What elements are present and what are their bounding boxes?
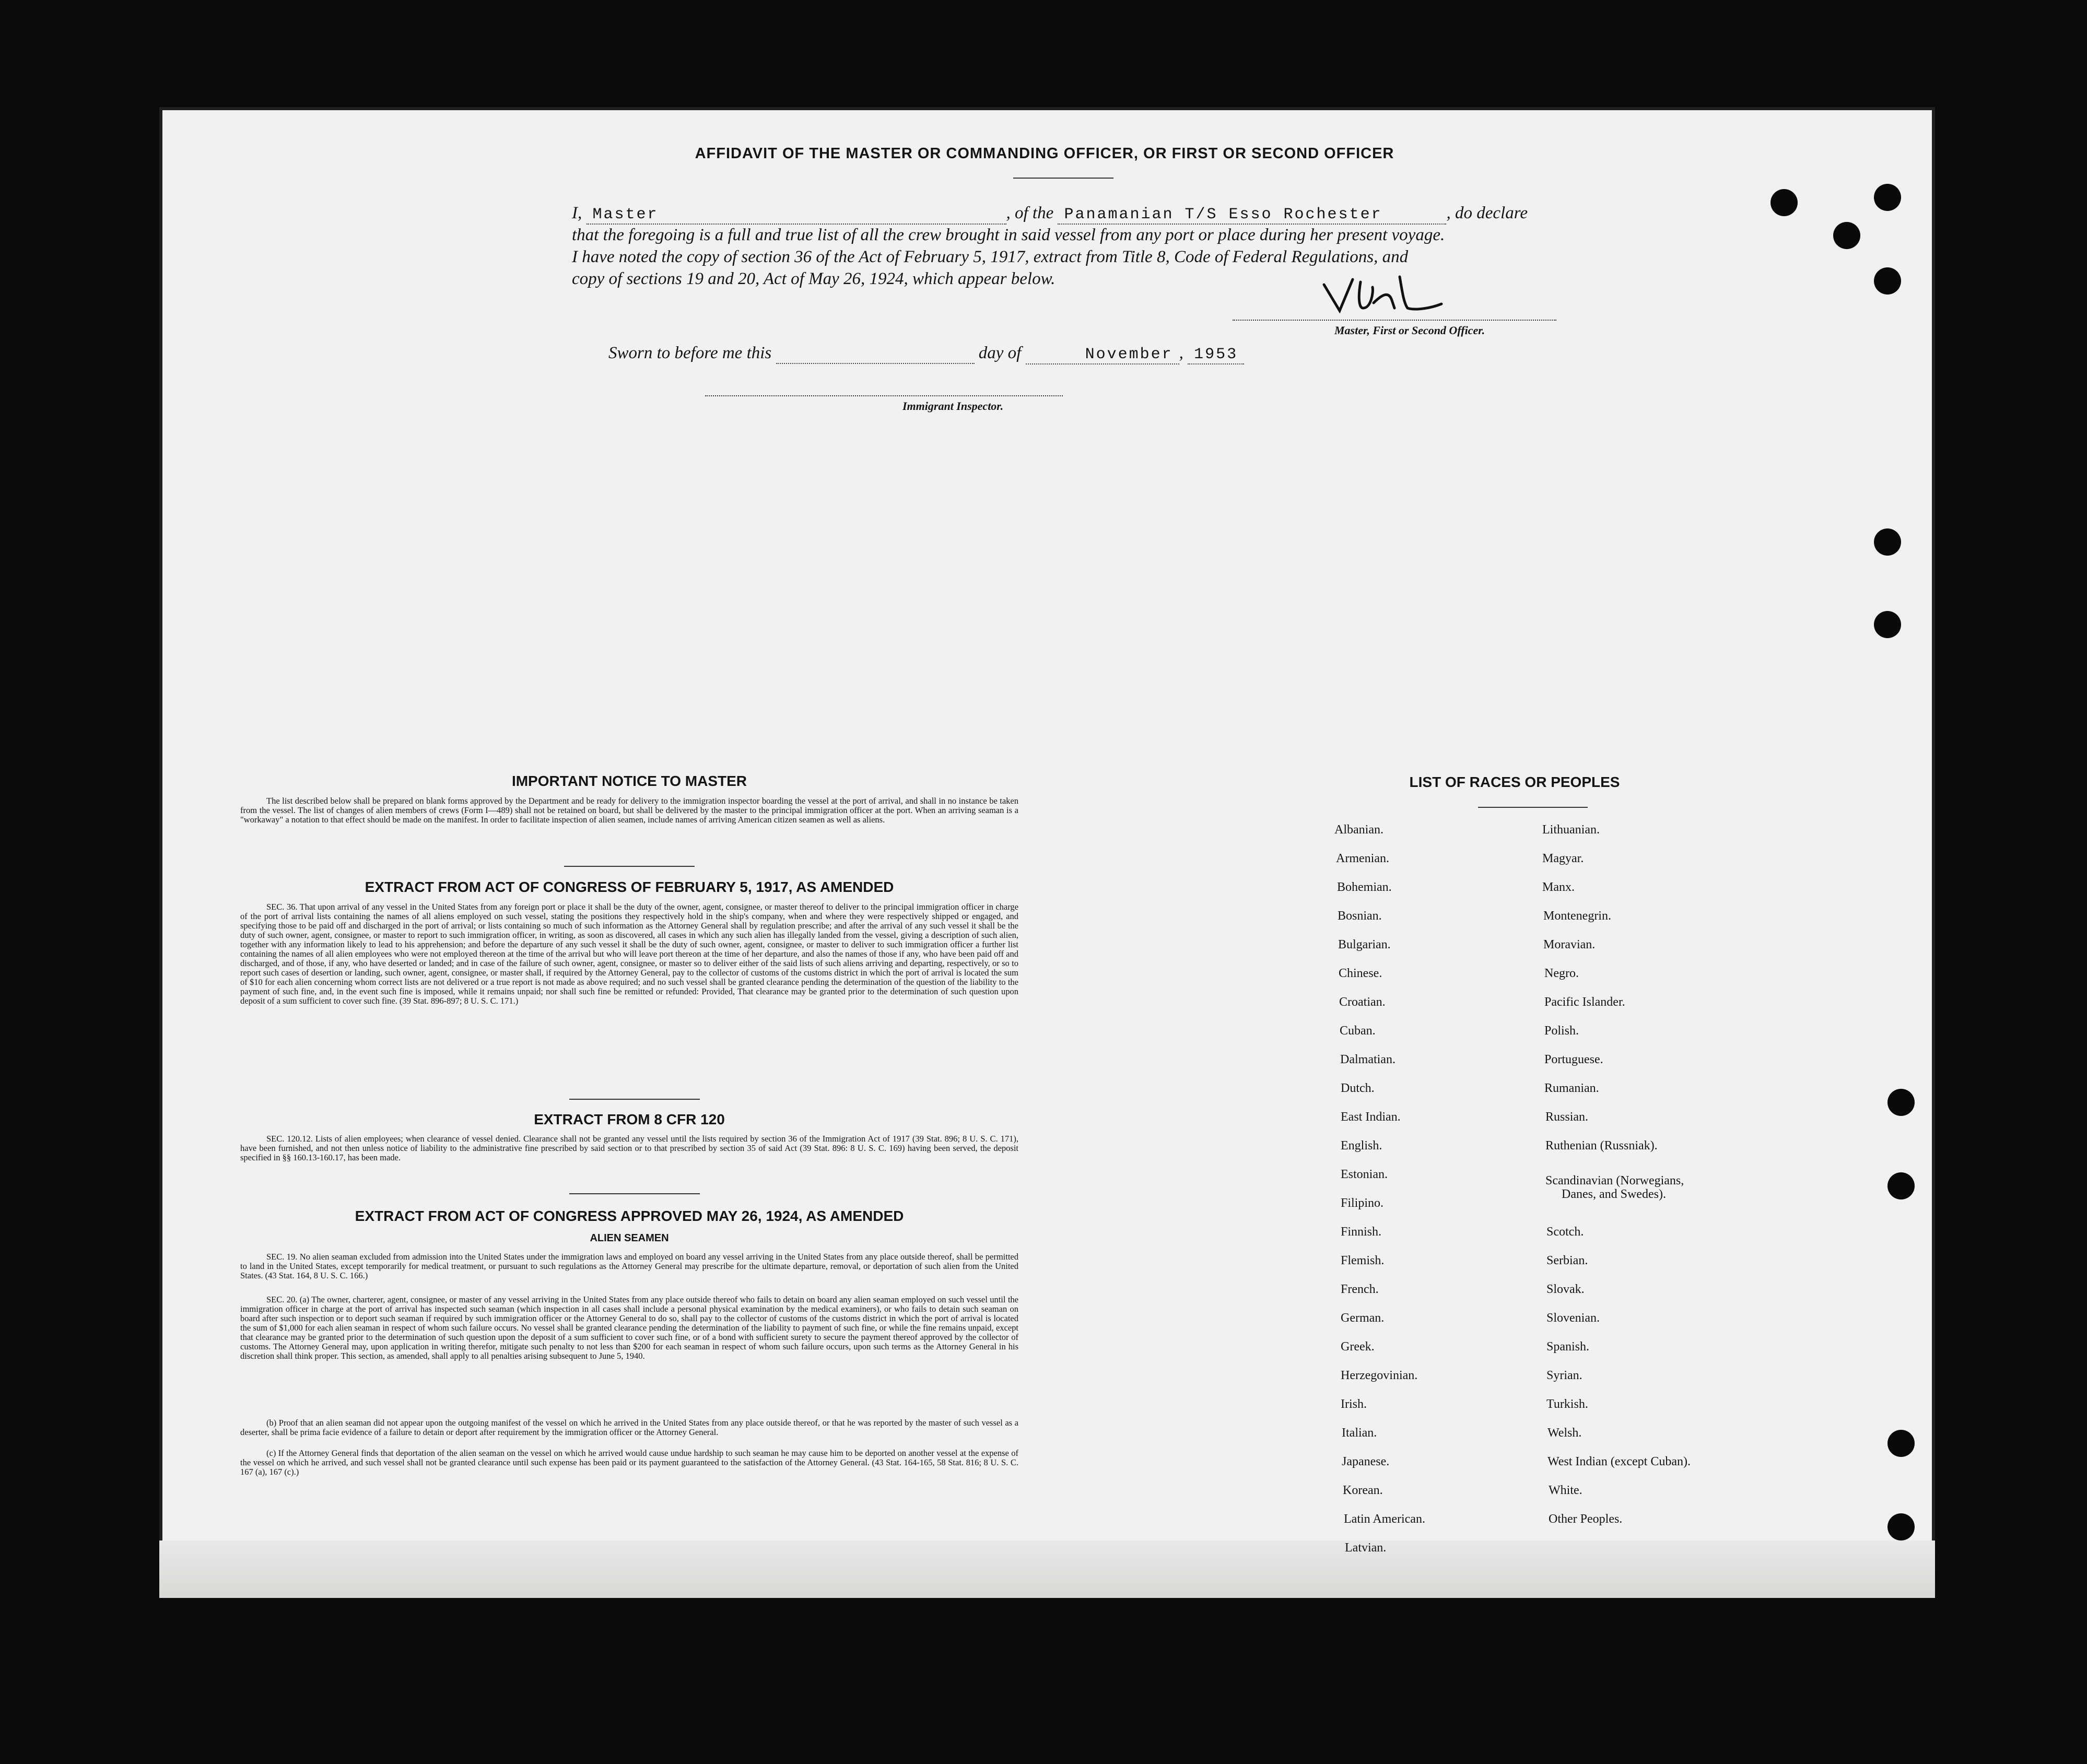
extract-1924-subtitle: ALIEN SEAMEN (590, 1232, 669, 1244)
race-item: Dutch. (1341, 1081, 1375, 1095)
page-fold (159, 1540, 1935, 1598)
race-item: Armenian. (1336, 852, 1389, 865)
race-item: Herzegovinian. (1341, 1369, 1418, 1382)
race-item: Turkish. (1546, 1397, 1588, 1411)
extract-1924-sec19: SEC. 19. No alien seaman excluded from admission into the United States under the immigration laws and employed on board any vessel arriving in the United States from any place outside thereof, shall be permitted to land in the United States, except temporarily for medical treatment, or pursuant to such regulations as the Attorney General may prescribe for the ultimate departure, removal, or deportation of such alien from the United States. (43 Stat. 164, 8 U. S. C. 166.) (240, 1252, 1018, 1280)
vessel-field: Panamanian T/S Esso Rochester (1058, 206, 1446, 225)
notice-title: IMPORTANT NOTICE TO MASTER (511, 773, 747, 789)
race-item: Latvian. (1345, 1541, 1387, 1555)
race-item: Welsh. (1547, 1426, 1582, 1440)
punch-hole (1771, 189, 1798, 216)
race-item: Italian. (1342, 1426, 1377, 1440)
notice-body: The list described below shall be prepared on blank forms approved by the Department and be ready for delivery to the immigration inspector boarding the vessel at the port of arrival, and shall in no instance be taken from the vessel. The list of changes of alien members of crews (Form I—489) shall not be retained on board, but shall be delivered by the master to the principal immigration officer at the port. When an arriving seaman is a "workaway" a notation to that effect should be made on the manifest. In order to facilitate inspection of alien seamen, include names of arriving American citizen seamen as well as aliens. (240, 796, 1018, 825)
race-item: Danes, and Swedes). (1562, 1187, 1666, 1201)
punch-hole (1887, 1430, 1915, 1457)
extract-1924-title: EXTRACT FROM ACT OF CONGRESS APPROVED MAY 26, 1924, AS AMENDED (355, 1208, 904, 1224)
inspector-line (705, 395, 1063, 396)
punch-hole (1887, 1089, 1915, 1116)
extract-1917-title: EXTRACT FROM ACT OF CONGRESS OF FEBRUARY 5, 1917, AS AMENDED (365, 879, 894, 895)
sworn-day-field (776, 344, 975, 364)
extract-1924-sec20a: SEC. 20. (a) The owner, charterer, agent, consignee, or master of any vessel arriving in the United States from any place outside thereof who fails to detain on board any alien seaman employed on such vessel until the immigration officer in charge at the port of arrival has inspected such seaman (which inspection in all cases shall include a personal physical examination by the medical examiners), or who fails to detain such seaman on board after such inspection or to deport such seaman if required by such immigration officer or the Attorney General to do so, shall pay to the collector of customs of the customs district in which the port of arrival is located the sum of $1,000 for each alien seaman in respect of whom such failure occurs. No vessel shall be granted clearance pending the determination of the liability to payment of such fine, or while the fine remains unpaid, except that clearance may be granted prior to the determination of such question upon the deposit of a sum sufficient to cover such fine, or of a bond with sufficient surety to secure the payment thereof approved by the collector of customs. The Attorney General may, upon application in writing therefor, mitigate such penalty to not less than $200 for each seaman in respect of whom such failure occurs, upon such terms as the Attorney General in his discretion shall think proper. This section, as amended, shall apply to all penalties arising subsequent to June 5, 1940. (240, 1295, 1018, 1361)
extract-1917-rule (569, 1099, 700, 1100)
punch-hole (1887, 1172, 1915, 1199)
race-item: Slovenian. (1546, 1311, 1600, 1325)
affidavit-line-4: copy of sections 19 and 20, Act of May 26, 1924, which appear below. (572, 269, 1056, 288)
race-item: Chinese. (1339, 967, 1382, 980)
race-item: Dalmatian. (1340, 1053, 1396, 1066)
affidavit-line-3: I have noted the copy of section 36 of the Act of February 5, 1917, extract from Title 8, Code of Federal Regulations, and (572, 248, 1409, 266)
race-item: East Indian. (1341, 1110, 1401, 1124)
day-of-label: day of (978, 344, 1022, 362)
declarant-field: Master (587, 206, 1006, 225)
race-item: White. (1549, 1484, 1582, 1497)
affidavit-i: I, (572, 204, 582, 222)
race-item: Ruthenian (Russniak). (1545, 1139, 1658, 1153)
race-item: Polish. (1544, 1024, 1579, 1038)
race-item: Irish. (1341, 1397, 1367, 1411)
race-item: Lithuanian. (1542, 823, 1600, 837)
punch-hole (1874, 528, 1901, 556)
race-item: Bohemian. (1337, 880, 1392, 894)
month-field: November (1026, 346, 1179, 364)
extract-cfr-title: EXTRACT FROM 8 CFR 120 (534, 1111, 725, 1127)
race-item: Japanese. (1342, 1455, 1390, 1468)
affidavit-line-1 (572, 204, 1528, 225)
race-item: Flemish. (1341, 1254, 1385, 1267)
year-prefix: , (1179, 344, 1188, 362)
race-item: West Indian (except Cuban). (1547, 1455, 1691, 1468)
race-item: German. (1341, 1311, 1385, 1325)
punch-hole (1874, 184, 1901, 211)
race-item: Bulgarian. (1338, 938, 1391, 951)
race-item: Albanian. (1334, 823, 1383, 837)
race-item: Montenegrin. (1543, 909, 1611, 923)
race-item: Estonian. (1341, 1168, 1388, 1181)
race-item: Filipino. (1341, 1196, 1384, 1210)
sworn-line (608, 344, 1244, 364)
race-item: Manx. (1542, 880, 1575, 894)
affidavit-line-2: that the foregoing is a full and true list of all the crew brought in said vessel from any port or place during her present voyage. (572, 226, 1445, 244)
of-the-label: , of the (1006, 204, 1054, 222)
affidavit-title: AFFIDAVIT OF THE MASTER OR COMMANDING OFFICER, OR FIRST OR SECOND OFFICER (695, 145, 1394, 162)
extract-1917-body: SEC. 36. That upon arrival of any vessel in the United States from any foreign port or place it shall be the duty of the owner, agent, consignee, or master thereof to deliver to the principal immigration officer in charge of the port of arrival lists containing the names of all aliens employed on such vessel, stating the positions they respectively hold in the ship's company, when and where they were respectively shipped or engaged, and specifying those to be paid off and discharged in the port of arrival; or lists containing so much of such information as the Attorney General shall by regulation prescribe; and after the arrival of any such vessel it shall be the duty of such owner, agent, consignee, or master to report to such immigration officer, in writing, as soon as discovered, all cases in which any such alien has illegally landed from the vessel, giving a description of such alien, together with any information likely to lead to his apprehension; and before the departure of any such vessel it shall be the duty of such owner, agent, consignee, or master to deliver to such immigration officer a further list containing the names of all alien employees who were not employed thereon at the time of the arrival but who will leave port thereon at the time of her departure, and also the names of those if any, who have been paid off and discharged, and of those, if any, who have deserted or landed; and in case of the failure of such owner, agent, consignee, or master so to deliver either of the said lists of such aliens arriving and departing, respectively, or so to report such cases of desertion or landing, such owner, agent, consignee, or master shall, if required by the Attorney General, pay to the collector of customs of the customs district in which the port of arrival is located the sum of $10 for each alien concerning whom correct lists are not delivered or a true report is not made as above required; and no such vessel shall be granted clearance pending the determination of the question of the liability to the payment of such fine, and, in the event such fine is imposed, while it remains unpaid; nor shall such fine be remitted or refunded: Provided, That clearance may be granted prior to the determination of such question upon deposit of a sum sufficient to cover such fine. (39 Stat. 896-897; 8 U. S. C. 171.) (240, 902, 1018, 1006)
affidavit-title-rule (1013, 178, 1113, 179)
race-item: Cuban. (1340, 1024, 1376, 1038)
race-item: Scandinavian (Norwegians, (1545, 1174, 1684, 1187)
sworn-label: Sworn to before me this (608, 344, 772, 362)
year-field: 1953 (1188, 346, 1244, 364)
race-item: Russian. (1545, 1110, 1589, 1124)
race-item: Slovak. (1546, 1283, 1585, 1296)
extract-cfr-body: SEC. 120.12. Lists of alien employees; when clearance of vessel denied. Clearance shall not be granted any vessel until the lists required by section 36 of the Immigration Act of 1917 (39 Stat. 896; 8 U. S. C. 171), have been furnished, and not then unless notice of liability to the administrative fine prescribed by said section or to that prescribed by section 35 of said Act (39 Stat. 896: 8 U. S. C. 169) having been served, the deposit specified in §§ 160.13-160.17, has been made. (240, 1134, 1018, 1162)
punch-hole (1874, 267, 1901, 295)
extract-1924-sec20b: (b) Proof that an alien seaman did not appear upon the outgoing manifest of the vessel on which he arrived in the United States from any place outside thereof, or that he was reported by the master of such vessel as a deserter, shall be prima facie evidence of a failure to detain or deport after requirement by the immigration officer or the Attorney General. (240, 1418, 1018, 1437)
race-item: French. (1341, 1283, 1379, 1296)
races-title: LIST OF RACES OR PEOPLES (1409, 774, 1620, 790)
race-item: English. (1341, 1139, 1382, 1153)
race-item: Croatian. (1339, 995, 1386, 1009)
signature-caption: Master, First or Second Officer. (1334, 324, 1485, 337)
extract-1924-sec20c: (c) If the Attorney General finds that deportation of the alien seaman on the vessel on which he arrived would cause undue hardship to such seaman he may cause him to be deported on another vessel at the expense of the vessel on which he arrived, and such vessel shall not be granted clearance until such expense has been paid or its payment guaranteed to the satisfaction of the Attorney General. (43 Stat. 164-165, 58 Stat. 816; 8 U. S. C. 167 (a), 167 (c).) (240, 1448, 1018, 1477)
punch-hole (1874, 611, 1901, 638)
race-item: Scotch. (1546, 1225, 1584, 1239)
race-item: Greek. (1341, 1340, 1375, 1354)
race-item: Serbian. (1546, 1254, 1588, 1267)
race-item: Other Peoples. (1549, 1512, 1623, 1526)
signature-line (1233, 320, 1556, 321)
notice-rule (564, 866, 695, 867)
race-item: Rumanian. (1544, 1081, 1599, 1095)
race-item: Negro. (1544, 967, 1579, 980)
races-title-rule (1478, 807, 1588, 808)
race-item: Latin American. (1344, 1512, 1425, 1526)
document-page (159, 107, 1935, 1595)
punch-hole (1833, 222, 1860, 249)
master-signature (1316, 272, 1473, 324)
race-item: Pacific Islander. (1544, 995, 1625, 1009)
race-item: Spanish. (1546, 1340, 1590, 1354)
punch-hole (1887, 1513, 1915, 1540)
race-item: Korean. (1343, 1484, 1383, 1497)
inspector-caption: Immigrant Inspector. (902, 399, 1004, 413)
race-item: Moravian. (1543, 938, 1596, 951)
do-declare-label: , do declare (1446, 204, 1528, 222)
race-item: Bosnian. (1338, 909, 1382, 923)
race-item: Syrian. (1546, 1369, 1582, 1382)
extract-cfr-rule (569, 1193, 700, 1194)
race-item: Magyar. (1542, 852, 1584, 865)
race-item: Finnish. (1341, 1225, 1382, 1239)
race-item: Portuguese. (1544, 1053, 1603, 1066)
